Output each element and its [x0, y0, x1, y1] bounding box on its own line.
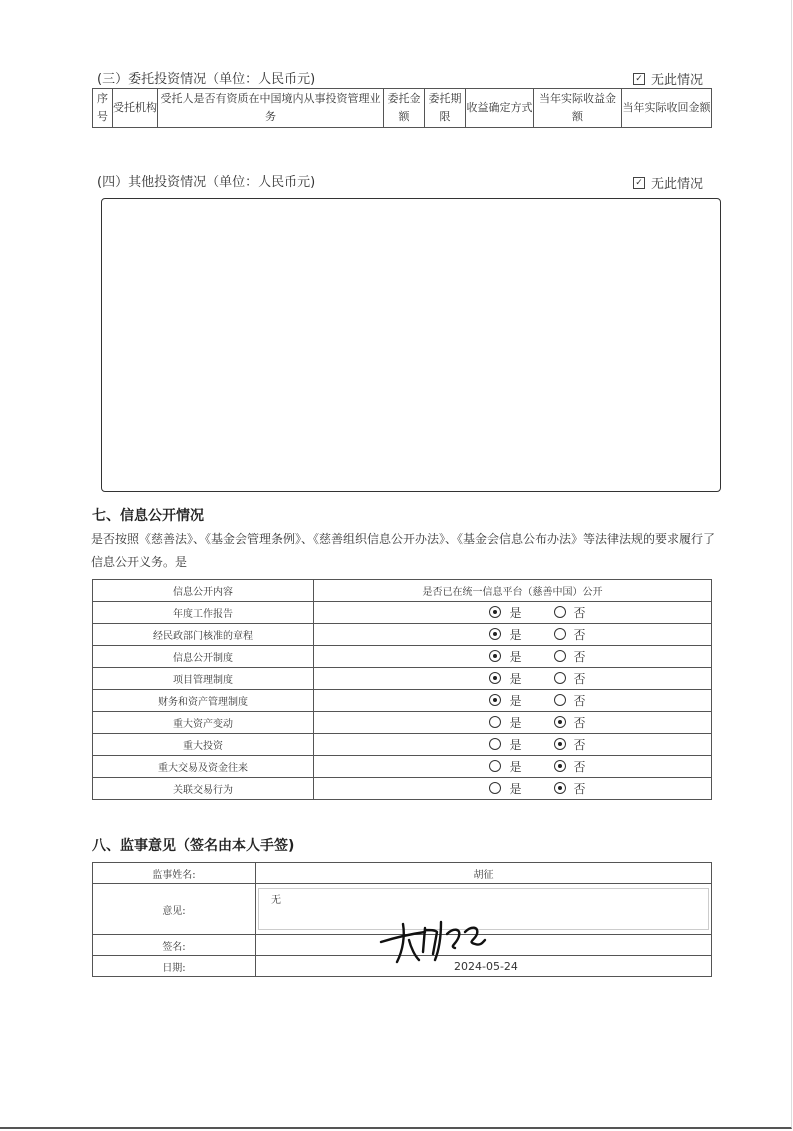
radio-empty-icon[interactable]: [489, 716, 501, 728]
disclosure-item-label: 重大资产变动: [93, 712, 314, 734]
radio-yes[interactable]: [489, 736, 521, 753]
radio-selected-icon[interactable]: [489, 650, 501, 662]
radio-label: 否: [573, 605, 586, 620]
table-row: [93, 778, 712, 800]
handwritten-signature: [375, 912, 505, 964]
radio-label: 是: [509, 737, 522, 752]
disclosure-item-label: 经民政部门核准的章程: [93, 624, 314, 646]
radio-no[interactable]: [554, 780, 586, 797]
radio-empty-icon[interactable]: [554, 672, 566, 684]
disclosure-item-label: 重大投资: [93, 734, 314, 756]
disclosure-item-label: 重大交易及资金往来: [93, 756, 314, 778]
disclosure-choice-cell: [314, 668, 712, 690]
radio-selected-icon[interactable]: [489, 694, 501, 706]
date-label: 日期:: [93, 956, 256, 977]
disclosure-choice-cell: [314, 756, 712, 778]
radio-label: 是: [509, 781, 522, 796]
disclosure-item-label: 信息公开制度: [93, 646, 314, 668]
radio-no[interactable]: [554, 692, 586, 709]
table-header-row: [93, 580, 712, 602]
disclosure-choice-cell: [314, 646, 712, 668]
disclosure-choice-cell: [314, 734, 712, 756]
radio-no[interactable]: [554, 648, 586, 665]
radio-selected-icon[interactable]: [489, 606, 501, 618]
header-cell: 序号: [93, 89, 113, 128]
radio-label: 是: [509, 605, 522, 620]
radio-empty-icon[interactable]: [554, 628, 566, 640]
radio-empty-icon[interactable]: [489, 782, 501, 794]
table-row: [93, 712, 712, 734]
no-case-label: 无此情况: [651, 177, 704, 192]
disclosure-choice-cell: [314, 624, 712, 646]
table-row: [93, 863, 712, 884]
header-cell: 当年实际收益金额: [534, 89, 622, 128]
other-investment-textbox[interactable]: [101, 198, 721, 492]
radio-label: 是: [509, 715, 522, 730]
section-4-no-case[interactable]: [633, 173, 703, 192]
disclosure-choice-cell: [314, 602, 712, 624]
radio-empty-icon[interactable]: [489, 738, 501, 750]
radio-label: 否: [573, 693, 586, 708]
radio-yes[interactable]: [489, 714, 521, 731]
table-row: [93, 756, 712, 778]
header-cell: 收益确定方式: [466, 89, 534, 128]
section-4-title: (四）其他投资情况（单位：人民币元): [97, 175, 316, 190]
radio-label: 否: [573, 627, 586, 642]
entrusted-investment-table: [92, 88, 712, 128]
opinion-label: 意见:: [93, 884, 256, 935]
name-value: 胡征: [256, 863, 712, 884]
table-header-row: [93, 89, 712, 128]
radio-label: 是: [509, 649, 522, 664]
no-case-label: 无此情况: [651, 73, 704, 88]
disclosure-choice-cell: [314, 712, 712, 734]
radio-label: 否: [573, 759, 586, 774]
header-cell: 受托人是否有资质在中国境内从事投资管理业务: [158, 89, 384, 128]
radio-label: 否: [573, 737, 586, 752]
section-8-heading: 八、监事意见（签名由本人手签): [92, 838, 295, 854]
radio-label: 否: [573, 781, 586, 796]
name-label: 监事姓名:: [93, 863, 256, 884]
radio-yes[interactable]: [489, 626, 521, 643]
checkbox-checked-icon[interactable]: ✓: [633, 177, 645, 189]
disclosure-item-label: 关联交易行为: [93, 778, 314, 800]
sign-label: 签名:: [93, 935, 256, 956]
radio-no[interactable]: [554, 670, 586, 687]
disclosure-choice-cell: [314, 690, 712, 712]
radio-selected-icon[interactable]: [554, 782, 566, 794]
radio-label: 是: [509, 693, 522, 708]
table-row: [93, 734, 712, 756]
radio-no[interactable]: [554, 714, 586, 731]
radio-no[interactable]: [554, 604, 586, 621]
radio-yes[interactable]: [489, 692, 521, 709]
radio-label: 是: [509, 627, 522, 642]
header-cell: 委托期限: [425, 89, 466, 128]
table-row: [93, 646, 712, 668]
section-3-title: (三）委托投资情况（单位：人民币元): [97, 72, 316, 87]
section-3-no-case[interactable]: [633, 69, 703, 88]
header-cell: 委托金额: [384, 89, 425, 128]
info-disclosure-paragraph: 是否按照《慈善法》、《基金会管理条例》、《慈善组织信息公开办法》、《基金会信息公布办法》等法律法规的要求履行了信息公开义务。是: [91, 532, 716, 569]
radio-yes[interactable]: [489, 604, 521, 621]
table-row: [93, 690, 712, 712]
disclosure-item-label: 财务和资产管理制度: [93, 690, 314, 712]
info-disclosure-table: [92, 579, 712, 800]
disclosure-item-label: 年度工作报告: [93, 602, 314, 624]
radio-yes[interactable]: [489, 670, 521, 687]
radio-label: 否: [573, 671, 586, 686]
table-row: [93, 624, 712, 646]
table-row: [93, 602, 712, 624]
radio-yes[interactable]: [489, 780, 521, 797]
radio-label: 否: [573, 715, 586, 730]
radio-selected-icon[interactable]: [554, 716, 566, 728]
radio-no[interactable]: [554, 736, 586, 753]
radio-empty-icon[interactable]: [554, 650, 566, 662]
checkbox-checked-icon[interactable]: ✓: [633, 73, 645, 85]
radio-label: 是: [509, 671, 522, 686]
radio-selected-icon[interactable]: [489, 672, 501, 684]
table-row: [93, 668, 712, 690]
radio-selected-icon[interactable]: [554, 760, 566, 772]
disclosure-item-label: 项目管理制度: [93, 668, 314, 690]
radio-label: 否: [573, 649, 586, 664]
radio-selected-icon[interactable]: [554, 738, 566, 750]
radio-yes[interactable]: [489, 648, 521, 665]
section-7-heading: 七、信息公开情况: [92, 508, 204, 524]
header-cell: 信息公开内容: [93, 580, 314, 602]
date-value: 2024-05-24: [256, 956, 712, 977]
radio-empty-icon[interactable]: [554, 606, 566, 618]
radio-no[interactable]: [554, 626, 586, 643]
opinion-field[interactable]: 无: [258, 888, 709, 930]
radio-yes[interactable]: [489, 758, 521, 775]
disclosure-choice-cell: [314, 778, 712, 800]
header-cell: 是否已在统一信息平台（慈善中国）公开: [314, 580, 712, 602]
radio-selected-icon[interactable]: [489, 628, 501, 640]
header-cell: 当年实际收回金额: [622, 89, 712, 128]
radio-empty-icon[interactable]: [489, 760, 501, 772]
header-cell: 受托机构: [113, 89, 158, 128]
radio-no[interactable]: [554, 758, 586, 775]
radio-label: 是: [509, 759, 522, 774]
radio-empty-icon[interactable]: [554, 694, 566, 706]
